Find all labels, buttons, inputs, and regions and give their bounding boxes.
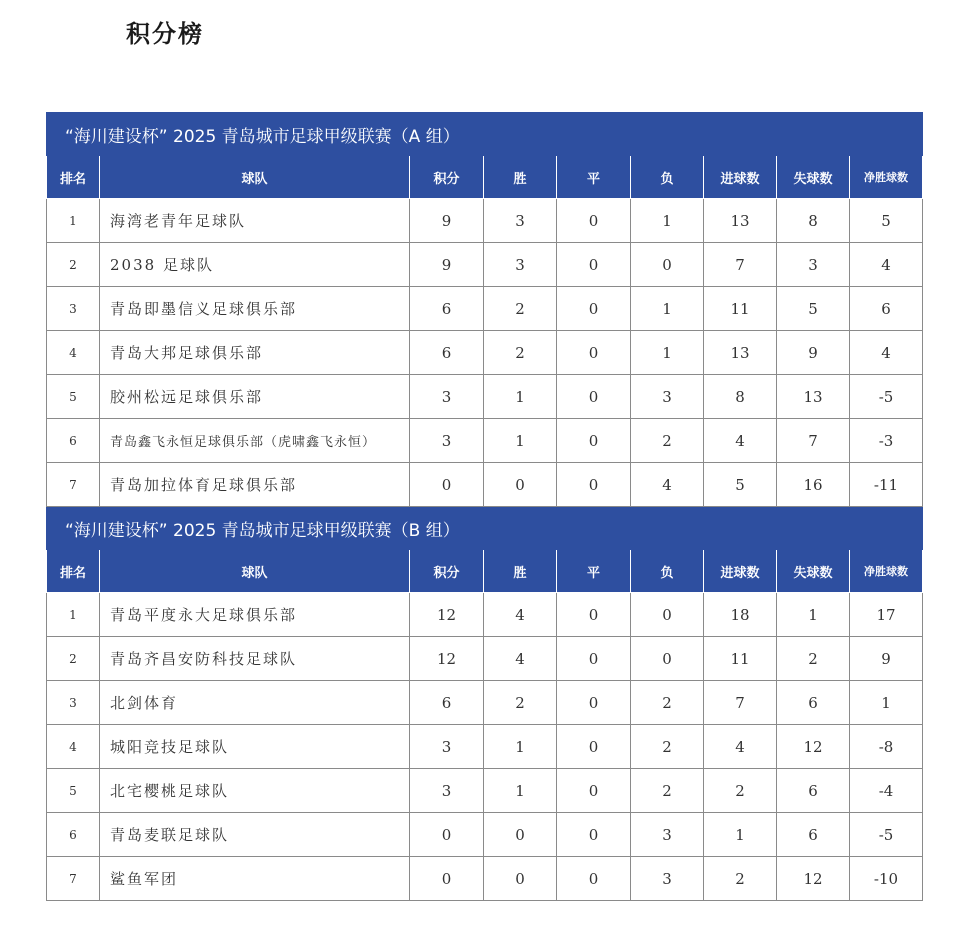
cell-losses: 0 xyxy=(631,243,704,287)
table-row xyxy=(47,287,923,331)
cell-points: 3 xyxy=(410,725,484,769)
cell-rank: 5 xyxy=(47,769,100,813)
cell-rank: 2 xyxy=(47,637,100,681)
standings-table xyxy=(46,112,923,901)
cell-points: 6 xyxy=(410,287,484,331)
cell-losses: 2 xyxy=(631,419,704,463)
header-wins: 胜 xyxy=(484,550,557,593)
page-title: 积分榜 xyxy=(126,19,204,48)
table-row xyxy=(47,813,923,857)
cell-goals-for: 13 xyxy=(704,199,777,243)
cell-wins: 4 xyxy=(484,637,557,681)
table-row xyxy=(47,419,923,463)
cell-losses: 1 xyxy=(631,199,704,243)
cell-draws: 0 xyxy=(557,593,631,637)
cell-wins: 2 xyxy=(484,287,557,331)
cell-draws: 0 xyxy=(557,243,631,287)
cell-rank: 7 xyxy=(47,463,100,507)
cell-points: 6 xyxy=(410,331,484,375)
cell-goals-for: 5 xyxy=(704,463,777,507)
cell-goals-for: 13 xyxy=(704,331,777,375)
cell-goals-for: 7 xyxy=(704,243,777,287)
header-points: 积分 xyxy=(410,156,484,199)
cell-draws: 0 xyxy=(557,419,631,463)
cell-points: 0 xyxy=(410,813,484,857)
header-draws: 平 xyxy=(557,156,631,199)
cell-points: 3 xyxy=(410,769,484,813)
cell-goals-against: 16 xyxy=(777,463,850,507)
cell-points: 9 xyxy=(410,199,484,243)
cell-wins: 1 xyxy=(484,725,557,769)
cell-wins: 3 xyxy=(484,199,557,243)
cell-draws: 0 xyxy=(557,331,631,375)
cell-goal-diff: 4 xyxy=(850,243,923,287)
cell-wins: 1 xyxy=(484,419,557,463)
cell-draws: 0 xyxy=(557,769,631,813)
header-goals-against: 失球数 xyxy=(777,550,850,593)
cell-team: 鲨鱼军团 xyxy=(100,857,410,901)
cell-points: 0 xyxy=(410,857,484,901)
cell-goal-diff: -4 xyxy=(850,769,923,813)
header-team: 球队 xyxy=(100,550,410,593)
cell-wins: 1 xyxy=(484,375,557,419)
cell-team: 青岛齐昌安防科技足球队 xyxy=(100,637,410,681)
cell-wins: 2 xyxy=(484,681,557,725)
cell-rank: 3 xyxy=(47,681,100,725)
cell-draws: 0 xyxy=(557,857,631,901)
cell-goal-diff: -11 xyxy=(850,463,923,507)
cell-team: 胶州松远足球俱乐部 xyxy=(100,375,410,419)
cell-team: 青岛大邦足球俱乐部 xyxy=(100,331,410,375)
header-rank: 排名 xyxy=(47,550,100,593)
cell-wins: 0 xyxy=(484,857,557,901)
cell-rank: 4 xyxy=(47,331,100,375)
header-losses: 负 xyxy=(631,156,704,199)
cell-draws: 0 xyxy=(557,375,631,419)
cell-points: 3 xyxy=(410,419,484,463)
cell-goals-for: 1 xyxy=(704,813,777,857)
cell-rank: 4 xyxy=(47,725,100,769)
cell-points: 3 xyxy=(410,375,484,419)
header-losses: 负 xyxy=(631,550,704,593)
table-row xyxy=(47,375,923,419)
table-row xyxy=(47,725,923,769)
cell-rank: 7 xyxy=(47,857,100,901)
cell-goal-diff: -10 xyxy=(850,857,923,901)
header-rank: 排名 xyxy=(47,156,100,199)
cell-wins: 0 xyxy=(484,463,557,507)
table-row xyxy=(47,681,923,725)
cell-losses: 2 xyxy=(631,681,704,725)
cell-losses: 2 xyxy=(631,725,704,769)
cell-goals-against: 9 xyxy=(777,331,850,375)
header-team: 球队 xyxy=(100,156,410,199)
cell-goal-diff: -5 xyxy=(850,375,923,419)
cell-losses: 3 xyxy=(631,857,704,901)
cell-goals-against: 6 xyxy=(777,813,850,857)
header-goal-diff: 净胜球数 xyxy=(850,550,923,593)
cell-team: 青岛即墨信义足球俱乐部 xyxy=(100,287,410,331)
table-row xyxy=(47,593,923,637)
header-goals-for: 进球数 xyxy=(704,550,777,593)
cell-draws: 0 xyxy=(557,287,631,331)
cell-points: 12 xyxy=(410,593,484,637)
cell-goal-diff: -5 xyxy=(850,813,923,857)
cell-rank: 1 xyxy=(47,593,100,637)
cell-goals-against: 6 xyxy=(777,681,850,725)
cell-goal-diff: 5 xyxy=(850,199,923,243)
cell-draws: 0 xyxy=(557,681,631,725)
table-row xyxy=(47,637,923,681)
group-b-title: “海川建设杯” 2025 青岛城市足球甲级联赛（B 组） xyxy=(47,507,923,550)
cell-goals-against: 7 xyxy=(777,419,850,463)
group-a-title-row xyxy=(47,113,923,156)
cell-losses: 3 xyxy=(631,375,704,419)
cell-losses: 0 xyxy=(631,593,704,637)
cell-rank: 6 xyxy=(47,813,100,857)
table-row xyxy=(47,463,923,507)
header-goal-diff: 净胜球数 xyxy=(850,156,923,199)
cell-rank: 5 xyxy=(47,375,100,419)
cell-goals-for: 2 xyxy=(704,769,777,813)
cell-wins: 2 xyxy=(484,331,557,375)
cell-draws: 0 xyxy=(557,199,631,243)
group-a-header-row xyxy=(47,156,923,199)
cell-team: 青岛鑫飞永恒足球俱乐部（虎啸鑫飞永恒） xyxy=(100,419,410,463)
cell-goal-diff: -8 xyxy=(850,725,923,769)
cell-goals-against: 5 xyxy=(777,287,850,331)
cell-goal-diff: 1 xyxy=(850,681,923,725)
cell-goals-for: 4 xyxy=(704,419,777,463)
cell-goals-for: 11 xyxy=(704,287,777,331)
table-row xyxy=(47,199,923,243)
header-goals-against: 失球数 xyxy=(777,156,850,199)
cell-goal-diff: 4 xyxy=(850,331,923,375)
cell-goal-diff: -3 xyxy=(850,419,923,463)
cell-losses: 2 xyxy=(631,769,704,813)
cell-losses: 3 xyxy=(631,813,704,857)
header-wins: 胜 xyxy=(484,156,557,199)
cell-losses: 4 xyxy=(631,463,704,507)
cell-team: 青岛平度永大足球俱乐部 xyxy=(100,593,410,637)
cell-rank: 2 xyxy=(47,243,100,287)
cell-rank: 3 xyxy=(47,287,100,331)
table-row xyxy=(47,331,923,375)
cell-goals-against: 6 xyxy=(777,769,850,813)
cell-goal-diff: 9 xyxy=(850,637,923,681)
cell-goals-for: 2 xyxy=(704,857,777,901)
cell-team: 2038 足球队 xyxy=(100,243,410,287)
cell-goal-diff: 17 xyxy=(850,593,923,637)
cell-points: 6 xyxy=(410,681,484,725)
cell-draws: 0 xyxy=(557,725,631,769)
cell-points: 9 xyxy=(410,243,484,287)
group-b-header-row xyxy=(47,550,923,593)
cell-goals-against: 12 xyxy=(777,725,850,769)
cell-wins: 4 xyxy=(484,593,557,637)
cell-goals-for: 7 xyxy=(704,681,777,725)
cell-goals-against: 3 xyxy=(777,243,850,287)
header-goals-for: 进球数 xyxy=(704,156,777,199)
cell-team: 北剑体育 xyxy=(100,681,410,725)
cell-points: 12 xyxy=(410,637,484,681)
cell-team: 青岛加拉体育足球俱乐部 xyxy=(100,463,410,507)
cell-points: 0 xyxy=(410,463,484,507)
cell-rank: 1 xyxy=(47,199,100,243)
cell-losses: 1 xyxy=(631,331,704,375)
cell-draws: 0 xyxy=(557,463,631,507)
cell-goals-against: 13 xyxy=(777,375,850,419)
cell-team: 北宅樱桃足球队 xyxy=(100,769,410,813)
table-row xyxy=(47,243,923,287)
cell-wins: 1 xyxy=(484,769,557,813)
cell-draws: 0 xyxy=(557,637,631,681)
group-b-title-row xyxy=(47,507,923,550)
cell-goal-diff: 6 xyxy=(850,287,923,331)
group-a-title: “海川建设杯” 2025 青岛城市足球甲级联赛（A 组） xyxy=(47,113,923,156)
header-points: 积分 xyxy=(410,550,484,593)
cell-goals-for: 18 xyxy=(704,593,777,637)
cell-draws: 0 xyxy=(557,813,631,857)
cell-wins: 3 xyxy=(484,243,557,287)
cell-losses: 0 xyxy=(631,637,704,681)
table-row xyxy=(47,769,923,813)
cell-goals-for: 8 xyxy=(704,375,777,419)
cell-goals-against: 8 xyxy=(777,199,850,243)
cell-goals-against: 12 xyxy=(777,857,850,901)
cell-goals-for: 4 xyxy=(704,725,777,769)
cell-goals-for: 11 xyxy=(704,637,777,681)
cell-goals-against: 2 xyxy=(777,637,850,681)
cell-team: 城阳竞技足球队 xyxy=(100,725,410,769)
cell-rank: 6 xyxy=(47,419,100,463)
table-row xyxy=(47,857,923,901)
header-draws: 平 xyxy=(557,550,631,593)
cell-wins: 0 xyxy=(484,813,557,857)
cell-team: 海湾老青年足球队 xyxy=(100,199,410,243)
cell-team: 青岛麦联足球队 xyxy=(100,813,410,857)
cell-losses: 1 xyxy=(631,287,704,331)
cell-goals-against: 1 xyxy=(777,593,850,637)
